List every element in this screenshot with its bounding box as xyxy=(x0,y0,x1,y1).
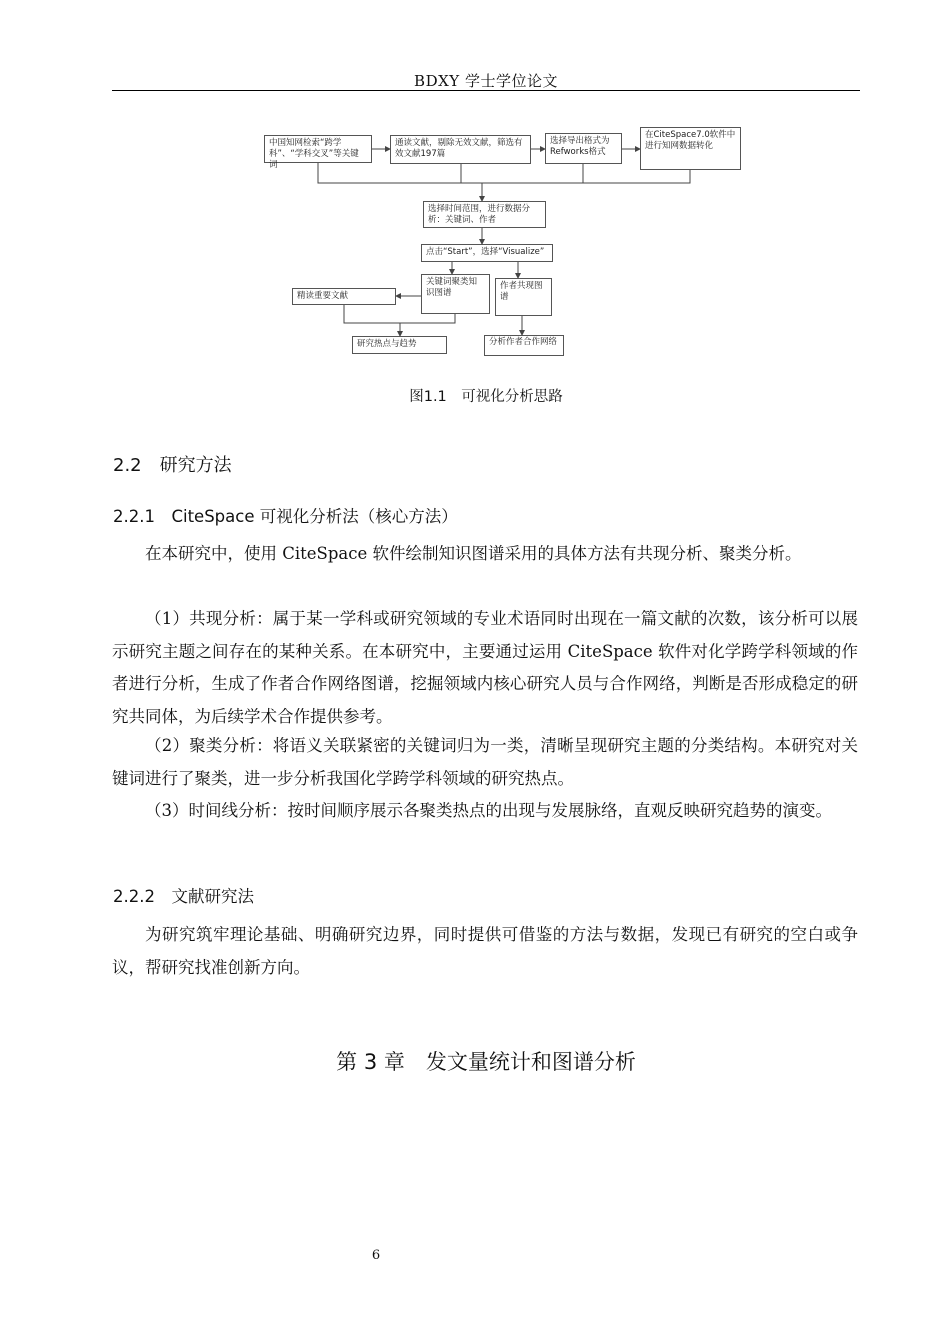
flow-step-convert: 在CiteSpace7.0软件中进行知网数据转化 xyxy=(640,127,741,170)
flow-step-author-map: 作者共现图谱 xyxy=(495,278,552,316)
figure-caption: 图1.1 可视化分析思路 xyxy=(409,389,563,405)
chapter-title: 第 3 章 发文量统计和图谱分析 xyxy=(336,1050,636,1074)
subsection-title-citespace: 2.2.1 CiteSpace 可视化分析法（核心方法） xyxy=(113,507,458,526)
flowchart-connectors xyxy=(0,0,950,380)
section-title: 2.2 研究方法 xyxy=(113,455,232,476)
paragraph: （1）共现分析：属于某一学科或研究领域的专业术语同时出现在一篇文献的次数，该分析可以展示研究主题之间存在的某种关系。在本研究中，主要通过运用 CiteSpace 软件对化学跨学科领域的作者进行分析，生成了作者合作网络图谱，挖掘领域内核心研究人员与合作网络，判断是否形成稳定的研究共同体，为后续学术合作提供参考。 xyxy=(112,609,858,726)
flow-step-hotspot: 研究热点与趋势 xyxy=(352,336,447,354)
paragraph: （2）聚类分析：将语义关联紧密的关键词归为一类，清晰呈现研究主题的分类结构。本研究对关键词进行了聚类，进一步分析我国化学跨学科领域的研究热点。 xyxy=(112,736,858,788)
flow-step-export: 选择导出格式为Refworks格式 xyxy=(545,133,622,164)
flow-step-range: 选择时间范围，进行数据分析：关键词、作者 xyxy=(423,201,546,228)
paragraph: 为研究筑牢理论基础、明确研究边界，同时提供可借鉴的方法与数据，发现已有研究的空白或争议，帮研究找准创新方向。 xyxy=(112,925,858,977)
flowchart-figure xyxy=(0,0,950,380)
flow-step-keyword-map: 关键词聚类知识图谱 xyxy=(421,274,490,314)
page-number: 6 xyxy=(371,1248,381,1263)
paragraph: （3）时间线分析：按时间顺序展示各聚类热点的出现与发展脉络，直观反映研究趋势的演变。 xyxy=(145,801,832,820)
flow-step-search: 中国知网检索“跨学科”、“学科交叉”等关键词 xyxy=(264,135,372,163)
subsection-title-literature: 2.2.2 文献研究法 xyxy=(113,887,254,906)
running-header: BDXY 学士学位论文 xyxy=(414,72,558,90)
flow-step-network: 分析作者合作网络 xyxy=(484,335,564,356)
flow-step-read: 精读重要文献 xyxy=(292,288,396,305)
flow-step-start: 点击“Start”，选择“Visualize” xyxy=(421,244,553,262)
paragraph: 在本研究中，使用 CiteSpace 软件绘制知识图谱采用的具体方法有共现分析、聚类分析。 xyxy=(145,544,802,563)
flow-step-screen: 通读文献，剔除无效文献，筛选有效文献197篇 xyxy=(390,135,531,164)
